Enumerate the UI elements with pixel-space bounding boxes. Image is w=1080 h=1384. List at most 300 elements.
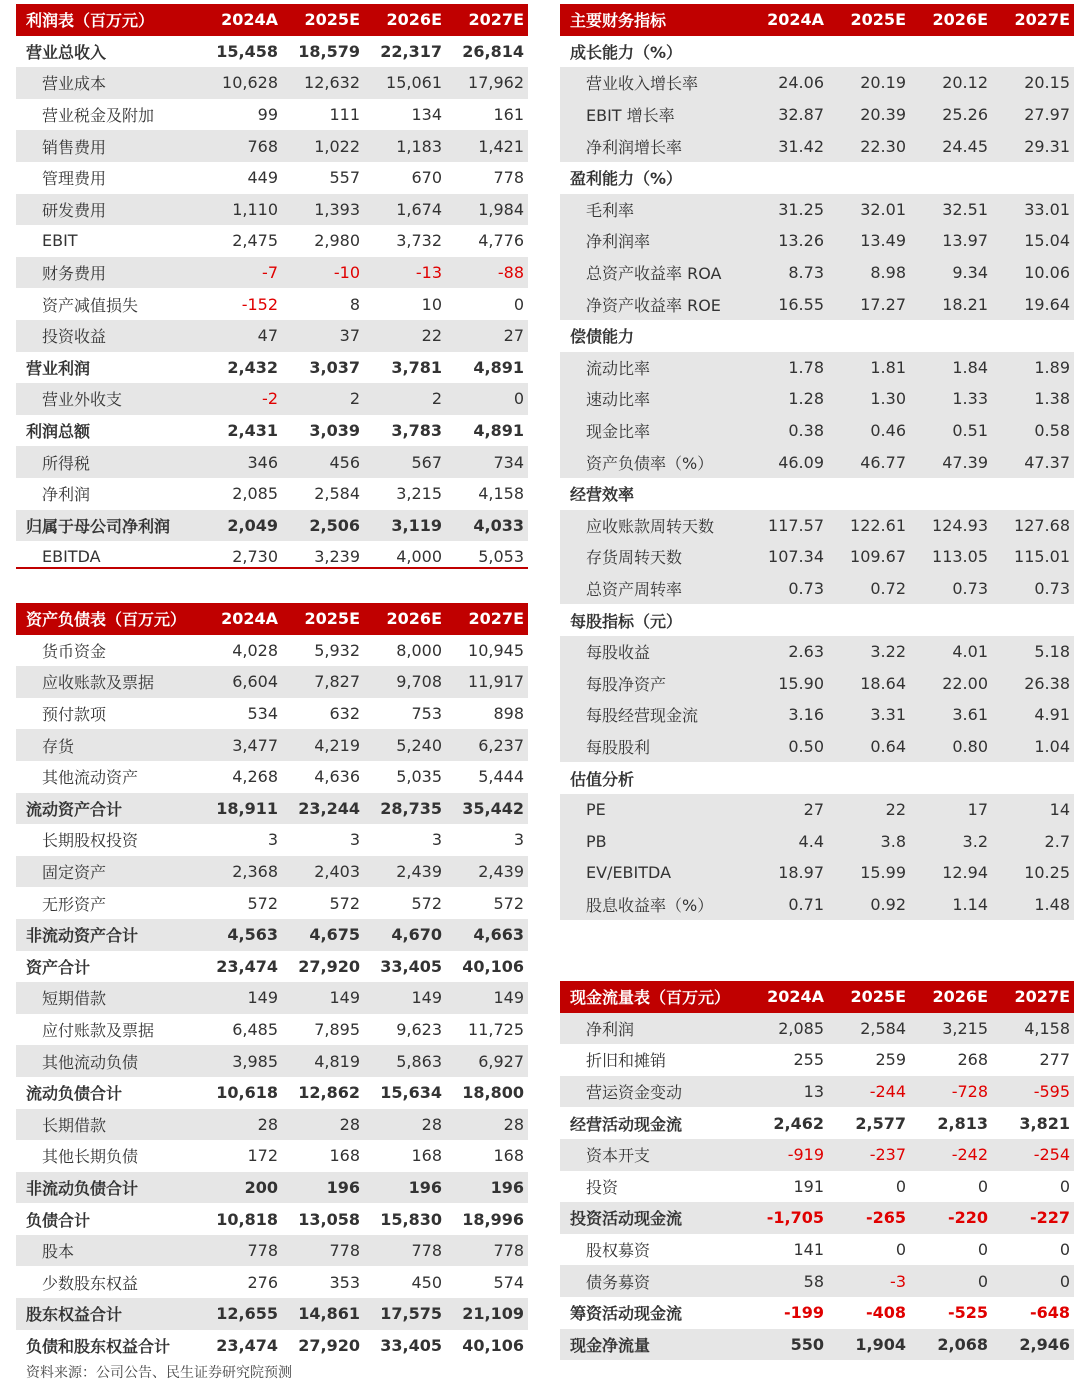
value-cell: 22.00	[942, 673, 988, 693]
value-cell: 26.38	[1024, 673, 1070, 693]
value-cell: 0	[977, 1176, 988, 1196]
table-row	[16, 1140, 528, 1172]
row-label: 毛利率	[586, 200, 635, 220]
value-cell: 20.39	[860, 105, 906, 125]
table-row	[16, 1235, 528, 1267]
value-cell: 2	[431, 389, 442, 409]
value-cell: 15.90	[778, 673, 824, 693]
table-row	[16, 793, 528, 825]
value-cell: 255	[793, 1050, 824, 1070]
value-cell: 32.01	[860, 199, 906, 219]
row-label: 盈利能力（%）	[570, 169, 683, 189]
value-cell: 15,830	[380, 1209, 442, 1229]
table-row	[560, 383, 1074, 415]
value-cell: 29.31	[1024, 136, 1070, 156]
value-cell: 18,579	[298, 41, 360, 61]
row-label: 销售费用	[42, 137, 107, 157]
value-cell: 2,432	[227, 357, 278, 377]
value-cell: 778	[493, 1241, 524, 1261]
row-label: 每股指标（元）	[570, 611, 683, 631]
value-cell: 1.33	[952, 389, 988, 409]
value-cell: 10,628	[222, 73, 278, 93]
value-cell: 3,119	[391, 515, 442, 535]
value-cell: 2,439	[396, 862, 442, 882]
value-cell: 23,244	[298, 798, 360, 818]
row-label: 固定资产	[42, 863, 107, 883]
value-cell: -919	[787, 1145, 824, 1165]
value-cell: 40,106	[462, 1335, 524, 1355]
value-cell: 3,239	[314, 547, 360, 567]
value-cell: 1,421	[478, 136, 524, 156]
value-cell: -237	[869, 1145, 906, 1165]
value-cell: -1,705	[766, 1208, 824, 1228]
value-cell: 2,403	[314, 862, 360, 882]
table-row	[16, 415, 528, 447]
value-cell: 27,920	[298, 1335, 360, 1355]
value-cell: 3.8	[880, 831, 906, 851]
value-cell: 27	[503, 326, 524, 346]
table-row	[560, 225, 1074, 257]
column-header: 2024A	[767, 10, 824, 30]
column-header: 2026E	[932, 10, 988, 30]
table-header	[16, 4, 528, 36]
value-cell: 0.73	[788, 578, 824, 598]
value-cell: 13,058	[298, 1209, 360, 1229]
value-cell: 2,085	[232, 484, 278, 504]
column-header: 2026E	[932, 987, 988, 1007]
table-row	[560, 825, 1074, 857]
table-row	[16, 67, 528, 99]
value-cell: 47	[257, 326, 278, 346]
row-label: 负债和股东权益合计	[26, 1336, 171, 1356]
value-cell: 3,781	[391, 357, 442, 377]
value-cell: 0	[895, 1240, 906, 1260]
column-header: 2025E	[850, 987, 906, 1007]
value-cell: 21,109	[462, 1304, 524, 1324]
table-row	[560, 573, 1074, 605]
value-cell: 9.34	[952, 263, 988, 283]
value-cell: 4,776	[478, 231, 524, 251]
table-row	[560, 194, 1074, 226]
value-cell: -525	[947, 1303, 988, 1323]
row-label: 营业税金及附加	[42, 106, 155, 126]
value-cell: 2,813	[937, 1113, 988, 1133]
value-cell: 277	[1039, 1050, 1070, 1070]
table-row	[560, 67, 1074, 99]
table-row	[560, 1171, 1074, 1203]
column-header: 2024A	[221, 609, 278, 629]
value-cell: 16.55	[778, 294, 824, 314]
value-cell: 2,085	[778, 1018, 824, 1038]
value-cell: 3	[267, 830, 278, 850]
value-cell: 4.01	[952, 642, 988, 662]
value-cell: 15.04	[1024, 231, 1070, 251]
value-cell: 10,618	[216, 1083, 278, 1103]
table-row	[16, 761, 528, 793]
value-cell: 32.51	[942, 199, 988, 219]
value-cell: 1,904	[855, 1334, 906, 1354]
table-header	[560, 981, 1074, 1013]
value-cell: 2,980	[314, 231, 360, 251]
value-cell: 572	[329, 893, 360, 913]
row-label: 投资收益	[42, 327, 107, 347]
row-label: 资产减值损失	[42, 295, 139, 315]
value-cell: 22	[421, 326, 442, 346]
table-row	[16, 352, 528, 384]
value-cell: 4.4	[798, 831, 824, 851]
value-cell: -728	[951, 1082, 988, 1102]
table-row	[16, 1266, 528, 1298]
value-cell: 15,458	[216, 41, 278, 61]
value-cell: 2,068	[937, 1334, 988, 1354]
value-cell: 4,158	[1024, 1018, 1070, 1038]
value-cell: 3	[431, 830, 442, 850]
value-cell: 4,636	[314, 767, 360, 787]
value-cell: 5,053	[478, 547, 524, 567]
table-row	[560, 541, 1074, 573]
value-cell: 1.14	[952, 894, 988, 914]
table-row	[560, 1139, 1074, 1171]
table-row	[560, 1013, 1074, 1045]
value-cell: 0.51	[952, 421, 988, 441]
column-header: 2027E	[468, 609, 524, 629]
table-row	[16, 856, 528, 888]
value-cell: 9,708	[396, 672, 442, 692]
value-cell: 3,215	[396, 484, 442, 504]
table-header	[560, 4, 1074, 36]
value-cell: 12.94	[942, 863, 988, 883]
value-cell: 7,827	[314, 672, 360, 692]
value-cell: 15.99	[860, 863, 906, 883]
financial-indicators-table	[560, 4, 1074, 920]
value-cell: 13.49	[860, 231, 906, 251]
value-cell: -10	[333, 263, 360, 283]
value-cell: 1.28	[788, 389, 824, 409]
value-cell: 2,946	[1019, 1334, 1070, 1354]
row-label: EBIT	[42, 231, 78, 251]
table-row	[560, 1044, 1074, 1076]
value-cell: 161	[493, 105, 524, 125]
table-row	[560, 667, 1074, 699]
value-cell: 109.67	[850, 547, 906, 567]
value-cell: 670	[411, 168, 442, 188]
value-cell: 8,000	[396, 640, 442, 660]
value-cell: 168	[411, 1146, 442, 1166]
value-cell: 4,158	[478, 484, 524, 504]
row-label: 利润总额	[26, 422, 91, 442]
value-cell: 168	[329, 1146, 360, 1166]
table-row	[560, 446, 1074, 478]
value-cell: 3.31	[870, 705, 906, 725]
value-cell: 2,431	[227, 421, 278, 441]
row-label: 估值分析	[570, 769, 635, 789]
table-row	[16, 320, 528, 352]
value-cell: 28,735	[380, 798, 442, 818]
value-cell: 11,917	[468, 672, 524, 692]
column-header: 2027E	[1014, 10, 1070, 30]
value-cell: -199	[783, 1303, 824, 1323]
value-cell: 26,814	[462, 41, 524, 61]
column-header: 2025E	[304, 10, 360, 30]
value-cell: 572	[411, 893, 442, 913]
value-cell: 127.68	[1014, 515, 1070, 535]
row-label: 应收账款周转天数	[586, 516, 715, 536]
value-cell: 23,474	[216, 956, 278, 976]
value-cell: 46.77	[860, 452, 906, 472]
value-cell: -265	[865, 1208, 906, 1228]
value-cell: 5,035	[396, 767, 442, 787]
table-row	[560, 1234, 1074, 1266]
row-label: 营业利润	[26, 358, 91, 378]
row-label: 股本	[42, 1242, 75, 1262]
value-cell: 4,268	[232, 767, 278, 787]
value-cell: 141	[793, 1240, 824, 1260]
value-cell: 15,634	[380, 1083, 442, 1103]
row-label: 资产合计	[26, 957, 91, 977]
table-row	[560, 99, 1074, 131]
income-table-bottom-rule	[16, 567, 528, 569]
value-cell: 259	[875, 1050, 906, 1070]
value-cell: 0	[1059, 1271, 1070, 1291]
value-cell: 0.46	[870, 421, 906, 441]
row-label: 长期股权投资	[42, 831, 139, 851]
value-cell: 0.71	[788, 894, 824, 914]
value-cell: 753	[411, 704, 442, 724]
column-header: 2025E	[304, 609, 360, 629]
row-label: 股息收益率（%）	[586, 895, 714, 915]
value-cell: 1.04	[1034, 736, 1070, 756]
value-cell: -242	[951, 1145, 988, 1165]
value-cell: 22	[885, 800, 906, 820]
table-row	[16, 383, 528, 415]
value-cell: 1,183	[396, 136, 442, 156]
value-cell: 20.12	[942, 73, 988, 93]
value-cell: 5.18	[1034, 642, 1070, 662]
value-cell: 1,984	[478, 199, 524, 219]
row-label: 其他长期负债	[42, 1147, 139, 1167]
value-cell: 168	[493, 1146, 524, 1166]
table-row	[16, 99, 528, 131]
row-label: 股东权益合计	[26, 1305, 123, 1325]
value-cell: 20.19	[860, 73, 906, 93]
value-cell: 1.84	[952, 357, 988, 377]
value-cell: 0	[1059, 1240, 1070, 1260]
value-cell: 5,240	[396, 735, 442, 755]
table-row	[16, 666, 528, 698]
row-label: 债务募资	[586, 1272, 651, 1292]
value-cell: 0	[513, 389, 524, 409]
value-cell: 13.26	[778, 231, 824, 251]
row-label: 股权募资	[586, 1241, 651, 1261]
row-label: 成长能力（%）	[570, 42, 683, 62]
table-row	[16, 729, 528, 761]
row-label: 净利润率	[586, 232, 651, 252]
value-cell: 28	[421, 1114, 442, 1134]
value-cell: 734	[493, 452, 524, 472]
value-cell: 18,911	[216, 798, 278, 818]
row-label: EBITDA	[42, 547, 101, 567]
value-cell: 0.72	[870, 578, 906, 598]
value-cell: 0.80	[952, 736, 988, 756]
value-cell: 4,563	[227, 925, 278, 945]
value-cell: 534	[247, 704, 278, 724]
value-cell: 17,575	[380, 1304, 442, 1324]
value-cell: 557	[329, 168, 360, 188]
table-row	[560, 699, 1074, 731]
value-cell: 4,891	[473, 421, 524, 441]
value-cell: 1.78	[788, 357, 824, 377]
table-row	[16, 1045, 528, 1077]
value-cell: 18,996	[462, 1209, 524, 1229]
value-cell: 8.73	[788, 263, 824, 283]
column-header: 2027E	[1014, 987, 1070, 1007]
value-cell: 13	[803, 1082, 824, 1102]
value-cell: 46.09	[778, 452, 824, 472]
value-cell: 0.92	[870, 894, 906, 914]
row-label: 非流动负债合计	[26, 1178, 139, 1198]
value-cell: 3,783	[391, 421, 442, 441]
value-cell: 768	[247, 136, 278, 156]
row-label: 净利润	[586, 1019, 635, 1039]
row-label: 现金比率	[586, 422, 651, 442]
row-label: 营业收入增长率	[586, 74, 699, 94]
value-cell: 0.73	[1034, 578, 1070, 598]
table-row	[560, 352, 1074, 384]
row-label: 流动负债合计	[26, 1084, 123, 1104]
value-cell: 898	[493, 704, 524, 724]
row-label: 存货周转天数	[586, 548, 683, 568]
row-label: 长期借款	[42, 1115, 107, 1135]
row-label: PE	[586, 800, 606, 820]
row-label: 每股经营现金流	[586, 706, 699, 726]
value-cell: 40,106	[462, 956, 524, 976]
value-cell: 27,920	[298, 956, 360, 976]
value-cell: 12,655	[216, 1304, 278, 1324]
value-cell: 778	[493, 168, 524, 188]
value-cell: 2,462	[773, 1113, 824, 1133]
row-label: 营运资金变动	[586, 1083, 683, 1103]
value-cell: 4,819	[314, 1051, 360, 1071]
value-cell: 107.34	[768, 547, 824, 567]
value-cell: 4,675	[309, 925, 360, 945]
value-cell: 0.73	[952, 578, 988, 598]
row-label: 流动比率	[586, 358, 651, 378]
table-row	[16, 478, 528, 510]
table-row	[16, 194, 528, 226]
row-label: 速动比率	[586, 390, 651, 410]
value-cell: 4,028	[232, 640, 278, 660]
value-cell: -7	[262, 263, 278, 283]
value-cell: 778	[247, 1241, 278, 1261]
row-label: EBIT 增长率	[586, 106, 675, 126]
value-cell: 196	[408, 1177, 442, 1197]
table-row	[560, 1202, 1074, 1234]
table-row	[560, 130, 1074, 162]
row-label: 每股净资产	[586, 674, 667, 694]
column-header: 2024A	[221, 10, 278, 30]
table-title: 利润表（百万元）	[26, 11, 155, 31]
value-cell: 22.30	[860, 136, 906, 156]
value-cell: 196	[490, 1177, 524, 1197]
column-header: 2024A	[767, 987, 824, 1007]
value-cell: 2,506	[309, 515, 360, 535]
value-cell: 2,368	[232, 862, 278, 882]
value-cell: 2,049	[227, 515, 278, 535]
value-cell: 1,393	[314, 199, 360, 219]
value-cell: -2	[262, 389, 278, 409]
value-cell: -254	[1033, 1145, 1070, 1165]
row-label: 短期借款	[42, 989, 107, 1009]
row-label: 投资活动现金流	[570, 1209, 683, 1229]
row-label: 现金净流量	[570, 1335, 651, 1355]
value-cell: 353	[329, 1272, 360, 1292]
value-cell: 31.25	[778, 199, 824, 219]
row-label: EV/EBITDA	[586, 863, 672, 883]
table-row	[16, 510, 528, 542]
table-row	[16, 1298, 528, 1330]
table-row	[16, 1014, 528, 1046]
row-label: 财务费用	[42, 264, 107, 284]
table-row	[16, 698, 528, 730]
table-row	[16, 1077, 528, 1109]
value-cell: 0.50	[788, 736, 824, 756]
value-cell: 191	[793, 1176, 824, 1196]
value-cell: 47.39	[942, 452, 988, 472]
value-cell: 149	[493, 988, 524, 1008]
value-cell: 0.38	[788, 421, 824, 441]
value-cell: 3,477	[232, 735, 278, 755]
value-cell: -152	[241, 294, 278, 314]
value-cell: 10.25	[1024, 863, 1070, 883]
value-cell: 149	[329, 988, 360, 1008]
value-cell: 99	[257, 105, 278, 125]
table-row	[560, 1297, 1074, 1329]
row-label: 投资	[586, 1177, 619, 1197]
value-cell: 1.48	[1034, 894, 1070, 914]
value-cell: 13.97	[942, 231, 988, 251]
value-cell: 24.45	[942, 136, 988, 156]
value-cell: 3.16	[788, 705, 824, 725]
value-cell: 5,444	[478, 767, 524, 787]
value-cell: 22,317	[380, 41, 442, 61]
row-label: 净利润	[42, 485, 91, 505]
value-cell: 10	[421, 294, 442, 314]
table-row	[16, 225, 528, 257]
value-cell: 2,730	[232, 547, 278, 567]
value-cell: 574	[493, 1272, 524, 1292]
table-row	[16, 446, 528, 478]
value-cell: 18.64	[860, 673, 906, 693]
value-cell: 1,022	[314, 136, 360, 156]
table-row	[16, 1330, 528, 1362]
value-cell: 4,663	[473, 925, 524, 945]
value-cell: -244	[869, 1082, 906, 1102]
value-cell: 14	[1049, 800, 1070, 820]
row-label: 管理费用	[42, 169, 107, 189]
value-cell: 15,061	[386, 73, 442, 93]
row-label: 经营效率	[570, 485, 635, 505]
value-cell: 28	[503, 1114, 524, 1134]
value-cell: 149	[247, 988, 278, 1008]
value-cell: 3,732	[396, 231, 442, 251]
value-cell: 12,632	[304, 73, 360, 93]
value-cell: 12,862	[298, 1083, 360, 1103]
value-cell: 25.26	[942, 105, 988, 125]
row-label: 总资产周转率	[586, 579, 683, 599]
table-row	[16, 1203, 528, 1235]
table-row	[16, 887, 528, 919]
table-row	[560, 162, 1074, 194]
